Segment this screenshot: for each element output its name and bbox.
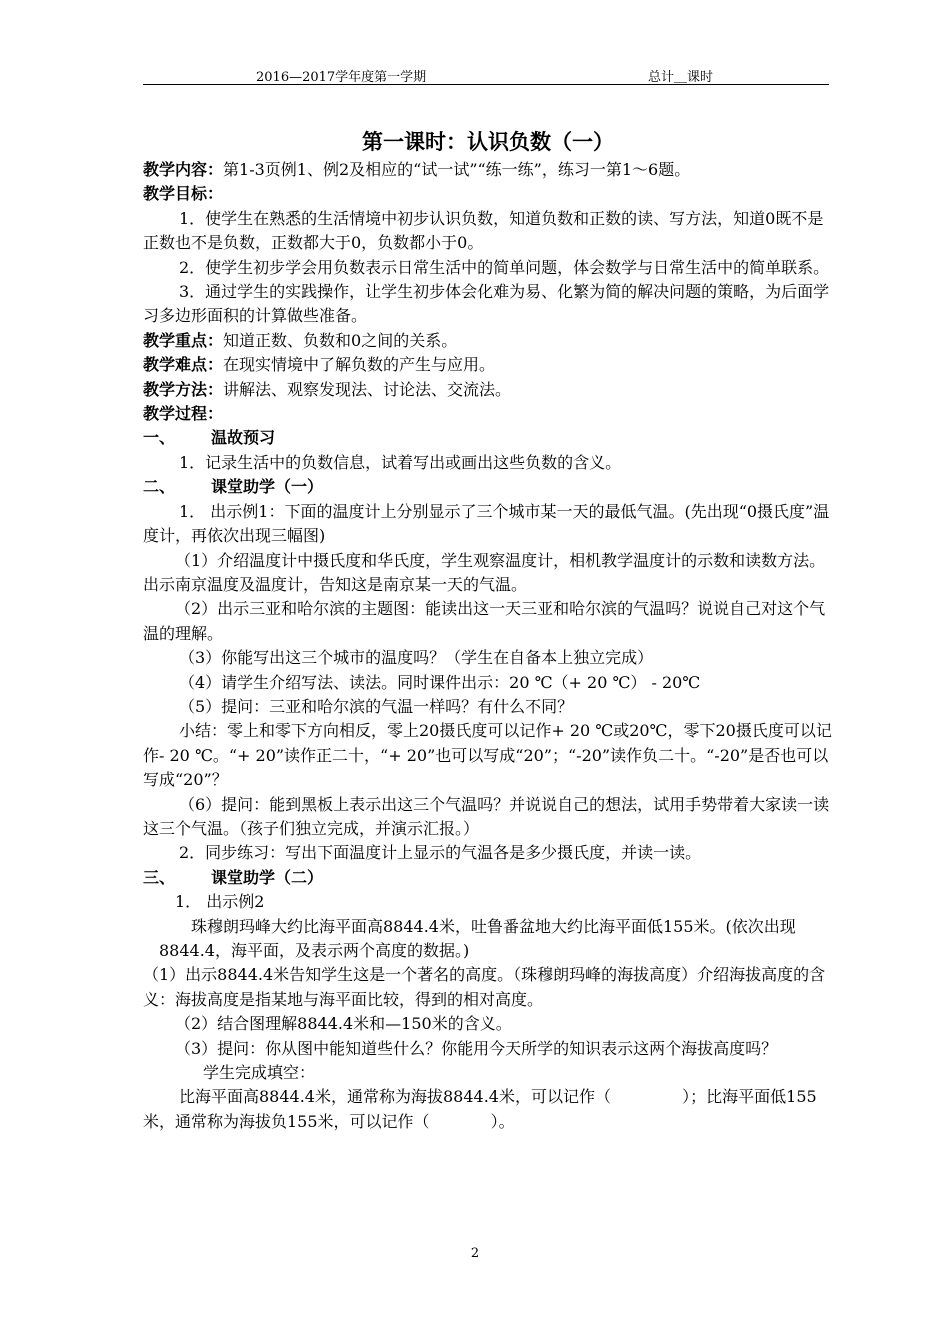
section-1-title: 温故预习 [211, 428, 276, 448]
lesson-title: 第一课时：认识负数（一） [362, 130, 614, 154]
section-2-summary: 小结：零上和零下方向相反，零上20摄氏度可以记作+ 20 ℃或20℃，零下20摄氏度可以记作- 20 ℃。“+ 20”读作正二十，“+ 20”也可以写成“20”；“-20”读作负二十。“-20”是否也可以写成“20”？ [143, 721, 832, 790]
section-3-paragraph: （1）出示8844.4米告知学生这是一个著名的高度。（珠穆朗玛峰的海拔高度）介绍海拔高度的含义：海拔高度是指某地与海平面比较，得到的相对高度。 [143, 965, 826, 1009]
section-3-fill-in: 比海平面高8844.4米，通常称为海拔8844.4米，可以记作（ ）；比海平面低155米，通常称为海拔负155米，可以记作（ ）。 [143, 1087, 817, 1131]
section-3-title: 课堂助学（二） [211, 867, 324, 887]
section-2-practice: 2．同步练习：写出下面温度计上显示的气温各是多少摄氏度，并读一读。 [179, 843, 702, 863]
header-hours: 总计＿课时 [648, 70, 714, 85]
teaching-goals-label: 教学目标： [143, 184, 224, 204]
teaching-key-text: 知道正数、负数和0之间的关系。 [223, 330, 458, 350]
page-number: 2 [470, 1246, 480, 1261]
section-2-heading [143, 475, 833, 499]
teaching-difficulty-text: 在现实情境中了解负数的产生与应用。 [223, 355, 496, 375]
section-2-paragraph: （1）介绍温度计中摄氏度和华氏度，学生观察温度计，相机教学温度计的示数和读数方法。出示南京温度及温度计，告知这是南京某一天的气温。 [143, 550, 826, 594]
goal-1: 1．使学生在熟悉的生活情境中初步认识负数，知道负数和正数的读、写方法，知道0既不是正数也不是负数，正数都大于0，负数都小于0。 [143, 208, 824, 253]
teaching-process-label: 教学过程： [143, 404, 224, 424]
section-3-paragraph: 学生完成填空： [203, 1063, 316, 1083]
section-2-title: 课堂助学（一） [211, 477, 324, 497]
teaching-difficulty-label: 教学难点： [143, 355, 224, 375]
section-3-paragraph: 珠穆朗玛峰大约比海平面高8844.4米，吐鲁番盆地大约比海平面低155米。(依次出现8844.4，海平面，及表示两个高度的数据。) [159, 916, 796, 960]
section-3-paragraph: 1． 出示例2 [175, 892, 265, 912]
section-2-paragraph: 1． 出示例1：下面的温度计上分别显示了三个城市某一天的最低气温。(先出现“0摄氏度”温度计，再依次出现三幅图) [143, 501, 830, 546]
teaching-method [143, 378, 833, 402]
teaching-method-text: 讲解法、观察发现法、讨论法、交流法。 [223, 379, 512, 399]
section-1-paragraph: 1．记录生活中的负数信息，试着写出或画出这些负数的含义。 [179, 452, 622, 472]
section-2-paragraph: （4）请学生介绍写法、读法。同时课件出示：20 ℃（+ 20 ℃） - 20℃ [179, 672, 701, 692]
teaching-content-text: 第1-3页例1、例2及相应的“试一试”“练一练”，练习一第1～6题。 [223, 160, 691, 179]
section-2-paragraph: （2）出示三亚和哈尔滨的主题图：能读出这一天三亚和哈尔滨的气温吗？说说自己对这个气温的理解。 [143, 599, 826, 643]
teaching-key-label: 教学重点： [143, 330, 224, 350]
section-3-paragraph: （3）提问：你从图中能知道些什么？你能用今天所学的知识表示这两个海拔高度吗？ [175, 1038, 778, 1058]
section-3-heading [143, 866, 833, 890]
section-2-paragraph: （5）提问：三亚和哈尔滨的气温一样吗？有什么不同？ [179, 696, 574, 716]
lesson-content [143, 128, 833, 1134]
teaching-content [143, 158, 833, 182]
teaching-key [143, 329, 833, 353]
page-header [143, 62, 829, 85]
teaching-difficulty [143, 353, 833, 377]
section-1-number: 一、 [143, 428, 176, 448]
header-term: 2016—2017学年度第一学期 [256, 70, 427, 85]
section-1-heading [143, 426, 833, 450]
section-2-paragraph: （3）你能写出这三个城市的温度吗？（学生在自备本上独立完成） [179, 648, 654, 668]
section-2-number: 二、 [143, 477, 176, 497]
teaching-method-label: 教学方法： [143, 379, 224, 399]
teaching-content-label: 教学内容： [143, 160, 224, 179]
section-3-paragraph: （2）结合图理解8844.4米和—150米的含义。 [175, 1014, 512, 1034]
section-3-number: 三、 [143, 867, 176, 887]
section-2-paragraph: （6）提问：能到黑板上表示出这三个气温吗？并说说自己的想法，试用手势带着大家读一读这三个气温。（孩子们独立完成，并演示汇报。） [143, 794, 830, 838]
goal-2: 2．使学生初步学会用负数表示日常生活中的简单问题，体会数学与日常生活中的简单联系。 [179, 257, 830, 277]
goal-3: 3．通过学生的实践操作，让学生初步体会化难为易、化繁为简的解决问题的策略，为后面学习多边形面积的计算做些准备。 [143, 282, 830, 326]
